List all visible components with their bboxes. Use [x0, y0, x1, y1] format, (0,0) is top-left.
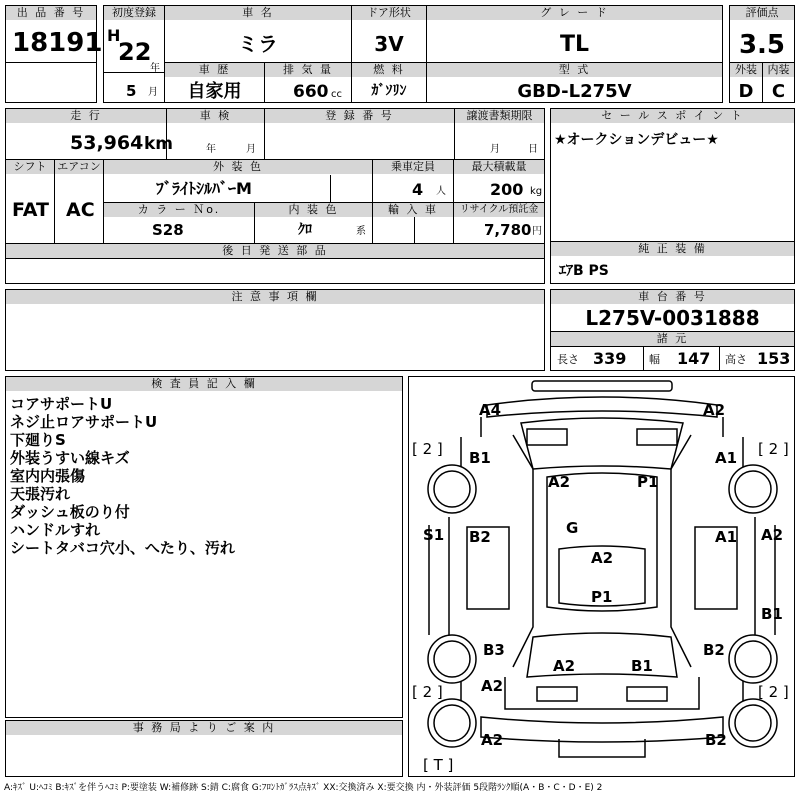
int-color-unit: 系 [356, 226, 366, 237]
score-label: 評価点 [730, 6, 794, 20]
tire-mark-spare: [ T ] [423, 756, 454, 774]
damage-mark-a2-rear-left: A2 [553, 657, 576, 675]
fuel-label: 燃 料 [352, 63, 426, 77]
inspector-line: 下廻りS [10, 431, 66, 449]
tire-mark-rear-right: [ 2 ] [758, 683, 789, 701]
inspector-line: ハンドルすれ [10, 521, 101, 539]
height-label: 高さ [725, 353, 747, 366]
chassis-number: L275V-0031888 [585, 306, 760, 330]
damage-mark-p1-center: P1 [591, 588, 613, 606]
fuel: ｶﾞｿﾘﾝ [371, 83, 407, 99]
mileage-unit: km [144, 134, 174, 154]
recycle-fee: 7,780 [484, 221, 532, 239]
color-no-label: カ ラ ー Ｎo. [104, 203, 254, 217]
damage-mark-p1-roof: P1 [637, 473, 659, 491]
width-label: 幅 [649, 353, 660, 366]
car-name: ミラ [238, 32, 278, 56]
damage-mark-b3: B3 [483, 641, 505, 659]
first-registration-label: 初度登録 [104, 6, 164, 20]
damage-mark-s1: S1 [423, 526, 445, 544]
equipment-label: 純 正 装 備 [551, 242, 794, 256]
capacity-label: 乗車定員 [373, 160, 453, 174]
damage-mark-b2-right: B2 [703, 641, 725, 659]
inspector-line: コアサポートU [10, 395, 113, 413]
transfer-day-unit: 日 [528, 144, 538, 155]
tire-mark-front-right: [ 2 ] [758, 440, 789, 458]
sales-point: ★オークションデビュー★ [554, 132, 719, 148]
recycle-unit: 円 [532, 226, 542, 237]
capacity: 4 [412, 180, 424, 199]
inspector-line: 外装うすい線キズ [10, 449, 130, 467]
grade: TL [559, 32, 590, 57]
inspector-line: 天張汚れ [10, 485, 71, 503]
history-box [164, 62, 265, 103]
car-outline-svg [409, 377, 796, 778]
damage-mark-a2-right-side: A2 [761, 526, 784, 544]
damage-mark-a2-front-right: A2 [703, 401, 726, 419]
equipment: ｴｱB PS [559, 263, 609, 279]
detail-block [5, 108, 545, 284]
displacement-box [264, 62, 352, 103]
recycle-label: リサイクル預託金 [454, 203, 544, 217]
dims-label: 諸 元 [551, 332, 794, 346]
month-unit: 月 [148, 87, 158, 98]
capacity-unit: 人 [436, 186, 446, 197]
displacement-unit: cc [331, 89, 342, 100]
transfer-deadline-label: 譲渡書類期限 [455, 109, 544, 123]
damage-mark-b2-bumper: B2 [705, 731, 727, 749]
sales-point-box [550, 108, 795, 242]
inspector-line: 室内内張傷 [10, 467, 86, 485]
grade-label: グ レ ー ド [427, 6, 722, 20]
mileage-label: 走 行 [6, 109, 166, 123]
damage-mark-a2-rear-quarter: A2 [481, 677, 504, 695]
reg-number-label: 登 録 番 号 [265, 109, 454, 123]
inspector-line: ネジ止ロアサポートU [10, 413, 158, 431]
inspector-box [5, 376, 403, 718]
int-color-label: 内 装 色 [255, 203, 372, 217]
car-name-box [164, 5, 352, 63]
tire-mark-rear-left: [ 2 ] [412, 683, 443, 701]
door-type: 3V [374, 32, 404, 56]
grade-box [426, 5, 723, 63]
interior-grade: C [771, 81, 786, 102]
later-parts-label: 後 日 発 送 部 品 [6, 244, 544, 258]
history: 自家用 [187, 81, 242, 102]
office-box [5, 720, 403, 777]
aircon-label: エアコン [55, 160, 103, 174]
damage-mark-a1-right: A1 [715, 449, 738, 467]
length-label: 長さ [557, 353, 579, 366]
inspection-label: 車 検 [167, 109, 264, 123]
first-registration-box [103, 5, 165, 103]
max-load: 200 [490, 180, 524, 199]
exterior-grade: D [738, 81, 754, 102]
sales-point-label: セ ー ル ス ポ イ ン ト [551, 109, 794, 123]
lot-blank-box [5, 62, 97, 103]
damage-mark-b2-left: B2 [469, 528, 491, 546]
damage-legend: A:ｷｽﾞ U:ﾍｺﾐ B:ｷｽﾞを伴うﾍｺﾐ P:要塗装 W:補修跡 S:錆 C:腐食 G:ﾌﾛﾝﾄｶﾞﾗｽ点ｷｽﾞ XX:交換済み X:要交換 内・外装評価 5段階ﾗﾝｸ順(A・B・C・D・E) 2 [4, 783, 603, 793]
inspector-line: シートタバコ穴小、へたり、汚れ [10, 539, 235, 557]
tire-mark-front-left: [ 2 ] [412, 440, 443, 458]
score-box [729, 5, 795, 63]
damage-mark-a1-right-door: A1 [715, 528, 738, 546]
fuel-box [351, 62, 427, 103]
displacement: 660 [293, 82, 329, 102]
shift: FAT [12, 199, 49, 221]
interior-grade-box [762, 62, 795, 103]
aircon: AC [66, 199, 95, 221]
era-code: H [107, 26, 121, 45]
shift-label: シフト [6, 160, 54, 174]
max-load-label: 最大積載量 [454, 160, 544, 174]
damage-diagram [408, 376, 795, 777]
history-label: 車 歴 [165, 63, 264, 77]
chassis-label: 車 台 番 号 [551, 290, 794, 304]
year-unit: 年 [150, 63, 160, 74]
exterior-grade-box [729, 62, 763, 103]
score: 3.5 [738, 30, 786, 60]
int-color: ｸﾛ [298, 222, 312, 238]
length: 339 [593, 349, 627, 368]
damage-mark-a2-center: A2 [591, 549, 614, 567]
width: 147 [677, 349, 711, 368]
model-label: 型 式 [427, 63, 722, 77]
color-no: S28 [152, 221, 184, 239]
equipment-box [550, 241, 795, 284]
damage-mark-b1-right-side: B1 [761, 605, 783, 623]
ext-color-label: 外 装 色 [104, 160, 372, 174]
damage-mark-g: G [566, 519, 579, 537]
lot-number-box [5, 5, 103, 63]
damage-mark-a2-bumper: A2 [481, 731, 504, 749]
door-label: ドア形状 [352, 6, 426, 20]
max-load-unit: kg [530, 186, 543, 197]
damage-mark-a4: A4 [479, 401, 502, 419]
model-code: GBD-L275V [517, 81, 632, 102]
damage-mark-b1-rear-right: B1 [631, 657, 653, 675]
inspection-month-unit: 月 [246, 144, 256, 155]
lot-number-label: 出 品 番 号 [6, 6, 96, 20]
inspection-year-unit: 年 [206, 144, 216, 155]
model-box [426, 62, 723, 103]
mileage: 53,964 [70, 132, 144, 154]
interior-label: 内装 [763, 63, 794, 77]
displacement-label: 排 気 量 [265, 63, 351, 77]
notes-label: 注 意 事 項 欄 [6, 290, 544, 304]
exterior-label: 外装 [730, 63, 762, 77]
damage-mark-a2-roof: A2 [548, 473, 571, 491]
office-label: 事 務 局 よ り ご 案 内 [6, 721, 402, 735]
lot-number: 18191 [12, 28, 103, 58]
inspector-line: ダッシュ板のり付 [10, 503, 130, 521]
inspector-label: 検 査 員 記 入 欄 [6, 377, 402, 391]
door-box [351, 5, 427, 63]
transfer-month-unit: 月 [490, 144, 500, 155]
notes-box [5, 289, 545, 371]
first-reg-month: 5 [126, 82, 137, 100]
inspector-notes [10, 395, 235, 557]
first-reg-year: 22 [118, 38, 152, 66]
ext-color: ﾌﾞﾗｲﾄｼﾙﾊﾞｰM [156, 179, 252, 198]
import-label: 輸 入 車 [373, 203, 453, 217]
chassis-box [550, 289, 795, 371]
height: 153 [757, 349, 791, 368]
damage-mark-b1-left: B1 [469, 449, 491, 467]
car-name-label: 車 名 [165, 6, 351, 20]
